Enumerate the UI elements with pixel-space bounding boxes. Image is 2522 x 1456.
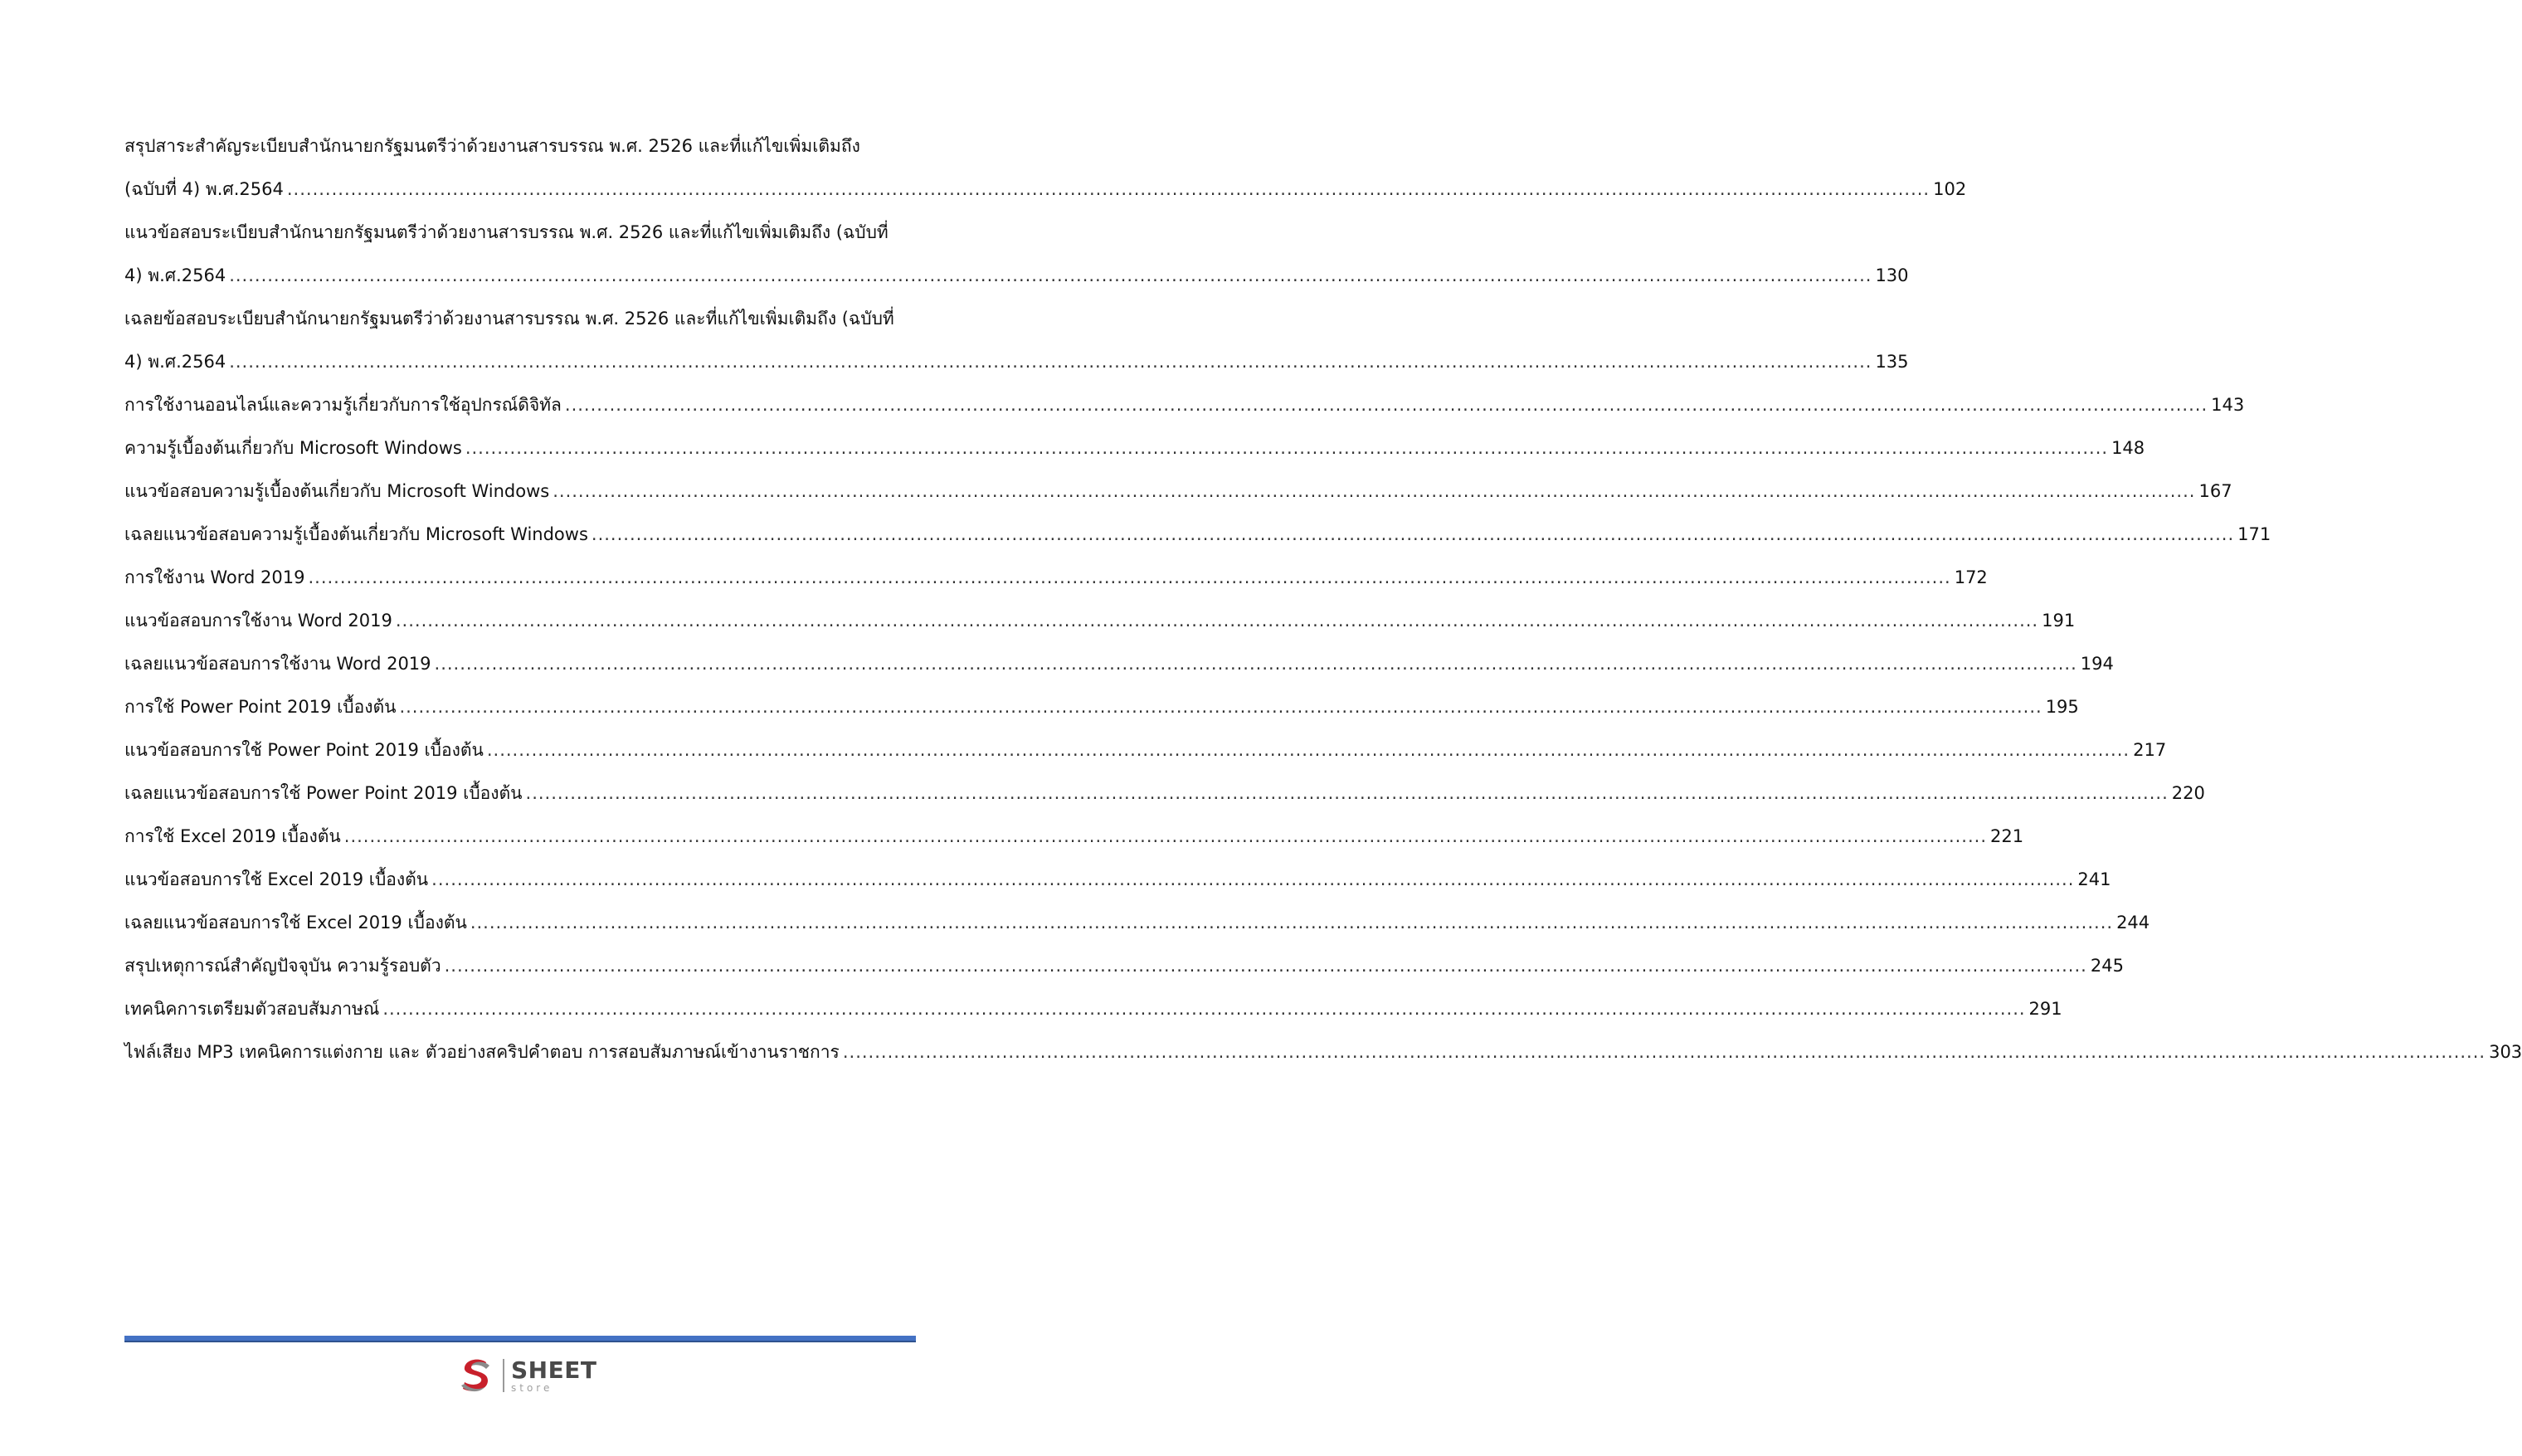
dot-leader: [229, 340, 1872, 383]
footer-rule: [124, 1336, 916, 1342]
sheet-store-logo: [455, 1352, 604, 1399]
toc-entry-page: 171: [2237, 524, 2271, 544]
dot-leader: [526, 772, 2169, 815]
toc-entry-page: 217: [2133, 740, 2167, 760]
toc-entry-title: เฉลยแนวข้อสอบความรู้เบื้องต้นเกี่ยวกับ Microsoft Windows: [124, 524, 588, 544]
sheet-store-s-logo-icon: [455, 1354, 498, 1397]
toc-entry-page: 194: [2080, 654, 2114, 674]
toc-entry-title: การใช้งานออนไลน์และความรู้เกี่ยวกับการใช้อุปกรณ์ดิจิทัล: [124, 395, 562, 415]
logo-wordmark: [511, 1356, 597, 1394]
toc-entry[interactable]: [124, 470, 2232, 513]
dot-leader: [382, 987, 2025, 1030]
toc-entry-title: เฉลยแนวข้อสอบการใช้ Power Point 2019 เบื้องต้น: [124, 783, 523, 803]
toc-entry-page: 130: [1875, 265, 1909, 285]
dot-leader: [565, 383, 2208, 426]
toc-entry-title: 4) พ.ศ.2564: [124, 352, 226, 372]
toc-entry[interactable]: [124, 728, 2167, 772]
toc-entry[interactable]: [124, 815, 2024, 858]
toc-entry-title-line1: เฉลยข้อสอบระเบียบสำนักนายกรัฐมนตรีว่าด้วยงานสารบรรณ พ.ศ. 2526 และที่แก้ไขเพิ่มเติมถึง (ฉบับที่: [124, 309, 894, 329]
toc-entry-page: 220: [2171, 783, 2205, 803]
logo-divider: [503, 1359, 504, 1392]
toc-entry-title: แนวข้อสอบการใช้ Excel 2019 เบื้องต้น: [124, 869, 429, 889]
toc-entry-page: 195: [2045, 697, 2079, 717]
logo-sub: store: [511, 1381, 553, 1394]
dot-leader: [396, 599, 2038, 642]
dot-leader: [487, 728, 2130, 772]
dot-leader: [435, 642, 2077, 685]
toc-entry-title: การใช้ Power Point 2019 เบื้องต้น: [124, 697, 397, 717]
dot-leader: [553, 470, 2195, 513]
toc-entry-title-line1: สรุปสาระสำคัญระเบียบสำนักนายกรัฐมนตรีว่าด้วยงานสารบรรณ พ.ศ. 2526 และที่แก้ไขเพิ่มเติมถึง: [124, 136, 860, 156]
toc-entry-title: ความรู้เบื้องต้นเกี่ยวกับ Microsoft Windows: [124, 438, 462, 458]
toc-entry[interactable]: [124, 211, 1909, 297]
toc-entry-page: 244: [2116, 913, 2150, 933]
toc-entry-page: 191: [2042, 611, 2076, 631]
dot-leader: [843, 1030, 2485, 1074]
dot-leader: [399, 685, 2042, 728]
dot-leader: [465, 426, 2108, 470]
toc-entry-title: (ฉบับที่ 4) พ.ศ.2564: [124, 179, 284, 199]
toc-entry-page: 143: [2211, 395, 2245, 415]
dot-leader: [229, 254, 1872, 297]
dot-leader: [445, 944, 2087, 987]
toc-entry[interactable]: [124, 513, 2271, 556]
toc-entry-title-line1: แนวข้อสอบระเบียบสำนักนายกรัฐมนตรีว่าด้วยงานสารบรรณ พ.ศ. 2526 และที่แก้ไขเพิ่มเติมถึง (ฉบับที่: [124, 222, 889, 242]
dot-leader: [431, 858, 2074, 901]
toc-entry-title: เฉลยแนวข้อสอบการใช้งาน Word 2019: [124, 654, 431, 674]
toc-entry[interactable]: [124, 858, 2111, 901]
toc-entry-page: 303: [2489, 1042, 2522, 1062]
dot-leader: [287, 168, 1930, 211]
toc-entry-title: การใช้ Excel 2019 เบื้องต้น: [124, 826, 341, 846]
dot-leader: [308, 556, 1950, 599]
toc-entry-page: 241: [2077, 869, 2111, 889]
toc-entry-page: 291: [2028, 999, 2062, 1019]
toc-entry[interactable]: [124, 297, 1909, 383]
toc-entry[interactable]: [124, 772, 2205, 815]
toc-entry-page: 148: [2111, 438, 2145, 458]
toc-entry-title: สรุปเหตุการณ์สำคัญปัจจุบัน ความรู้รอบตัว: [124, 956, 441, 976]
dot-leader: [344, 815, 1987, 858]
toc-entry[interactable]: [124, 599, 2076, 642]
toc-entry[interactable]: [124, 987, 2062, 1030]
toc-entry-title: เฉลยแนวข้อสอบการใช้ Excel 2019 เบื้องต้น: [124, 913, 467, 933]
toc-entry[interactable]: [124, 426, 2145, 470]
toc-entry-title: แนวข้อสอบความรู้เบื้องต้นเกี่ยวกับ Microsoft Windows: [124, 481, 550, 501]
toc-entry-page: 172: [1954, 567, 1988, 587]
toc-entry[interactable]: [124, 901, 2150, 944]
toc-entry[interactable]: [124, 556, 1988, 599]
toc-entry-page: 221: [1990, 826, 2024, 846]
dot-leader: [470, 901, 2113, 944]
toc-entry-title: ไฟล์เสียง MP3 เทคนิคการแต่งกาย และ ตัวอย่างสคริปคำตอบ การสอบสัมภาษณ์เข้างานราชการ: [124, 1042, 840, 1062]
toc-entry[interactable]: [124, 944, 2124, 987]
toc-entry[interactable]: [124, 685, 2079, 728]
toc-entry[interactable]: [124, 1030, 2522, 1074]
toc-entry-page: 167: [2198, 481, 2232, 501]
toc-entry-page: 102: [1933, 179, 1967, 199]
toc-entry[interactable]: [124, 642, 2114, 685]
logo-brand: SHEET: [511, 1356, 597, 1384]
toc-entry-page: 135: [1875, 352, 1909, 372]
dot-leader: [592, 513, 2234, 556]
toc-entry-title: 4) พ.ศ.2564: [124, 265, 226, 285]
toc-entry-title: แนวข้อสอบการใช้งาน Word 2019: [124, 611, 392, 631]
toc-entry[interactable]: [124, 124, 1967, 211]
table-of-contents: [124, 124, 2522, 1074]
toc-entry-page: 245: [2090, 956, 2124, 976]
toc-entry[interactable]: [124, 383, 2245, 426]
toc-entry-title: แนวข้อสอบการใช้ Power Point 2019 เบื้องต้น: [124, 740, 484, 760]
toc-entry-title: เทคนิคการเตรียมตัวสอบสัมภาษณ์: [124, 999, 380, 1019]
toc-entry-title: การใช้งาน Word 2019: [124, 567, 305, 587]
